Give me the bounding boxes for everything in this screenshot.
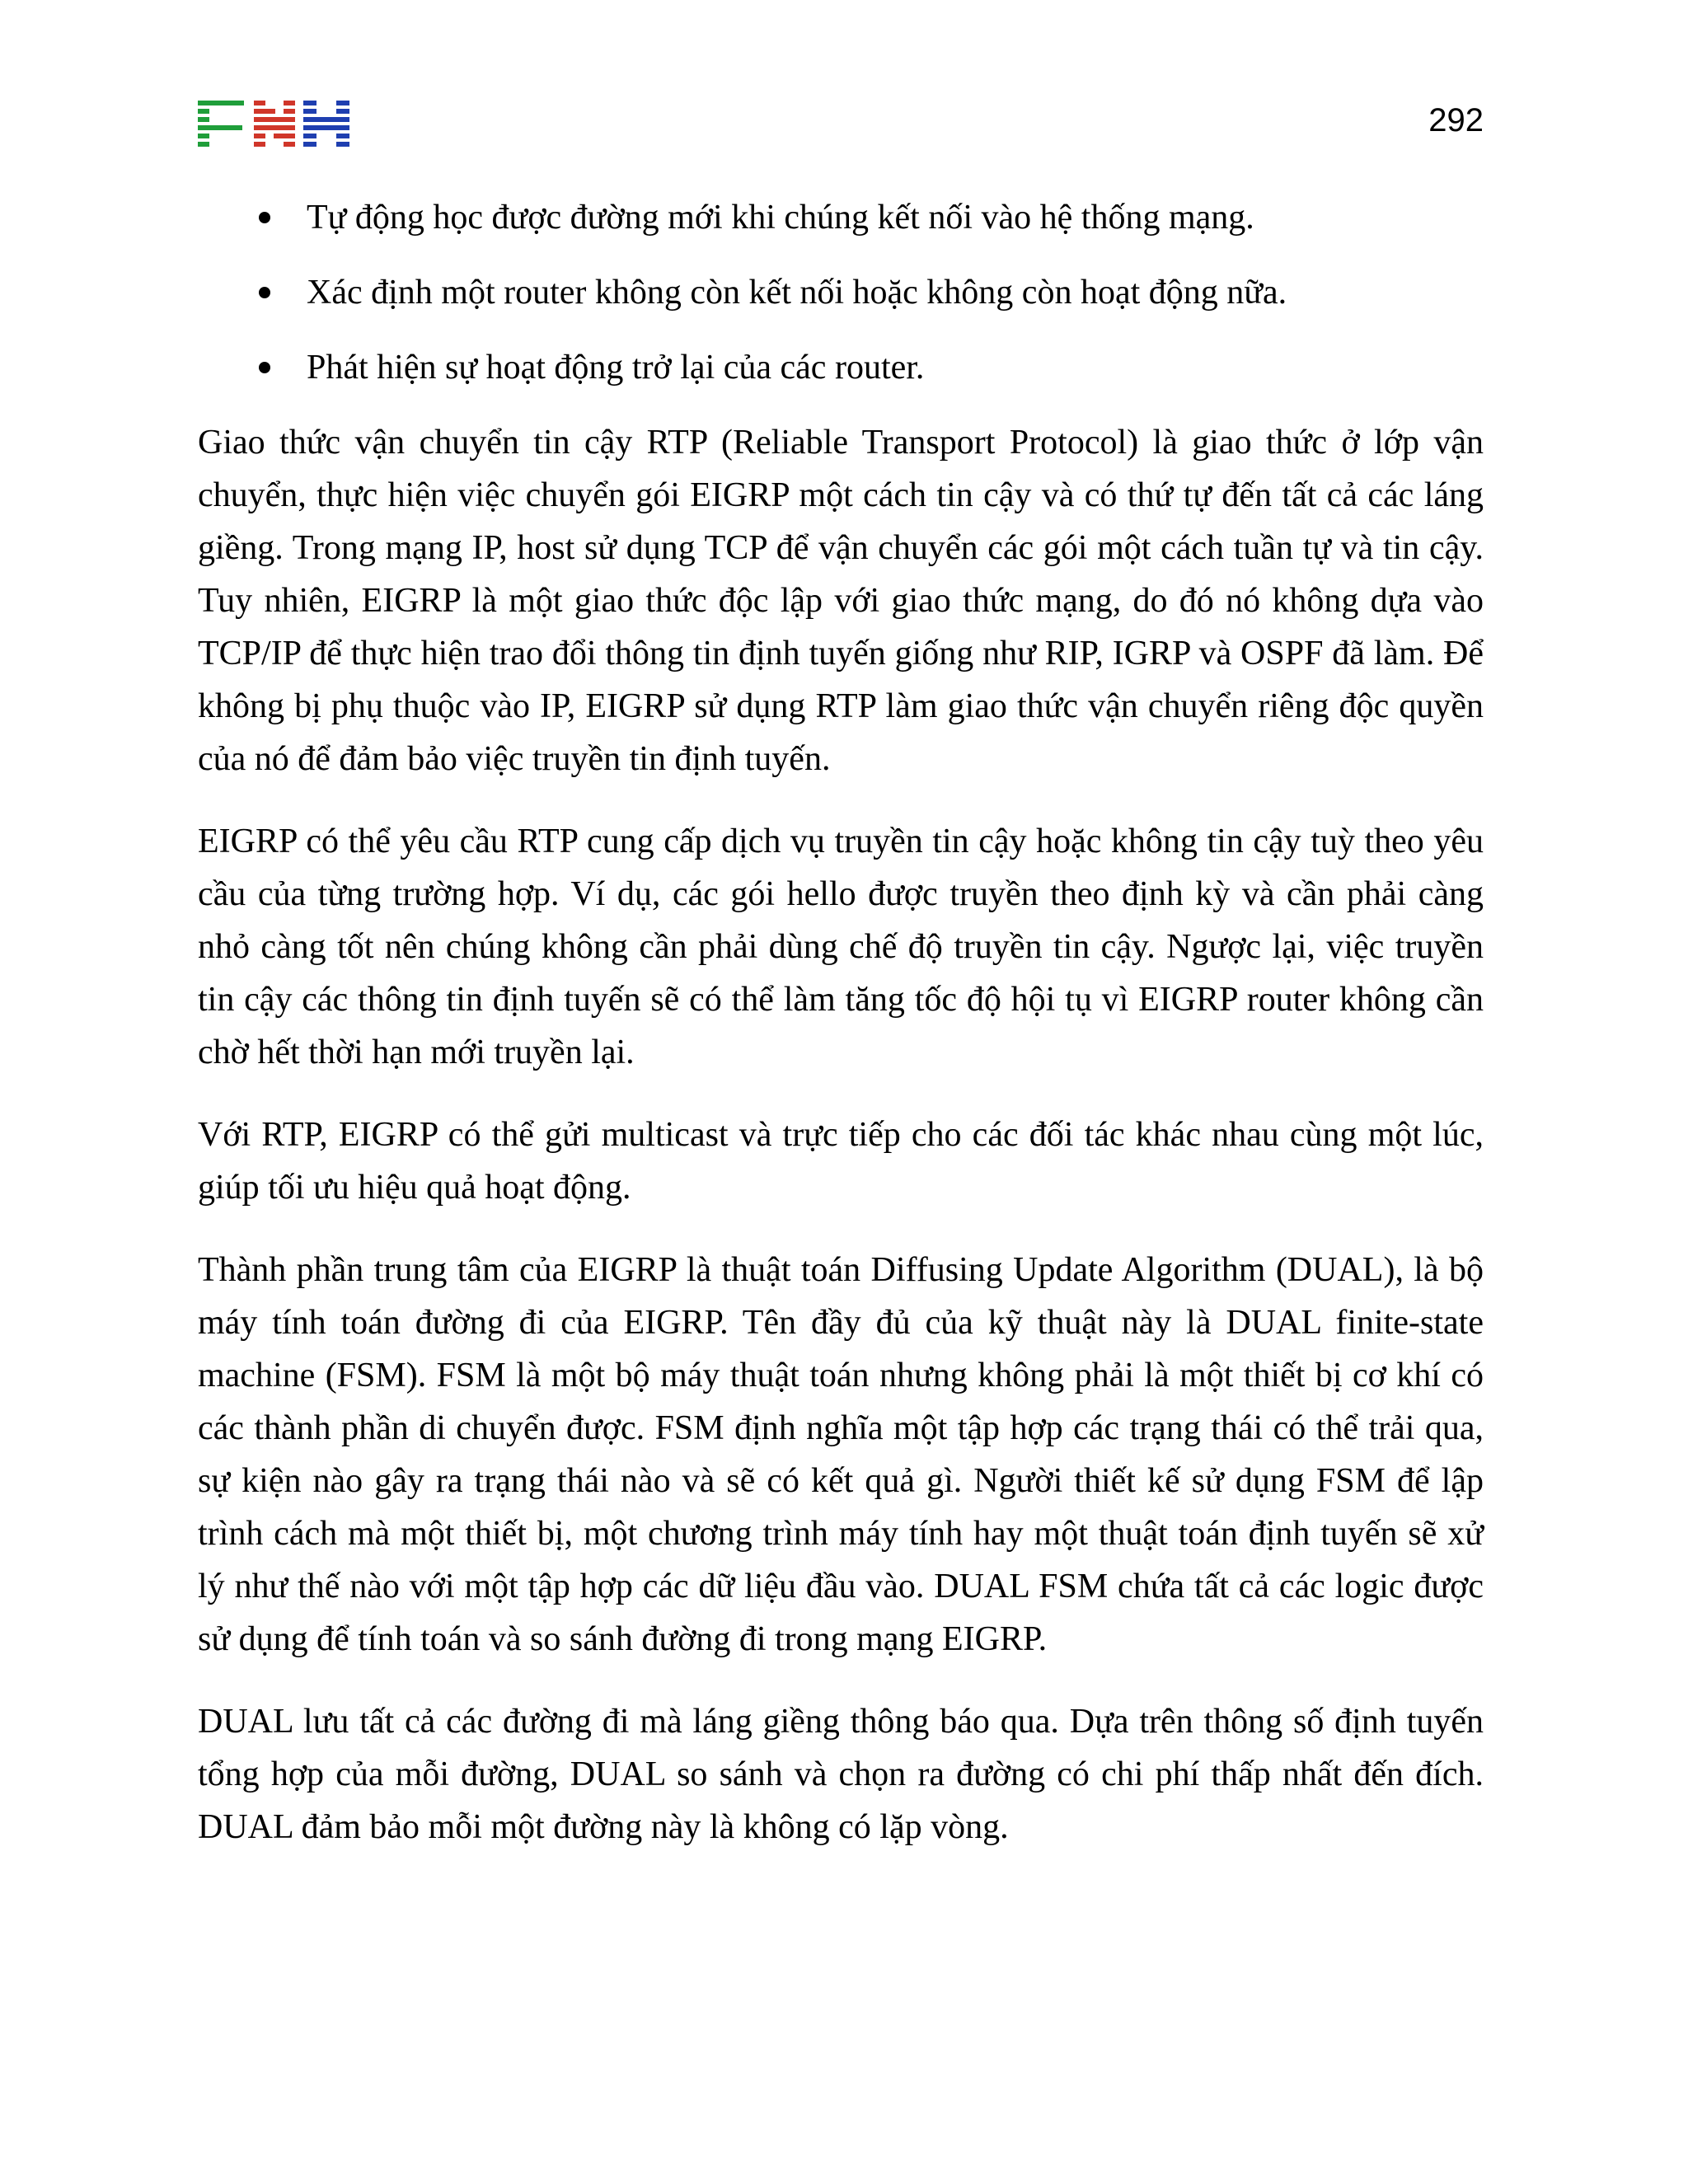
bullet-item — [198, 191, 1484, 244]
bullet-text: Phát hiện sự hoạt động trở lại của các router. — [307, 349, 925, 387]
paragraph-rtp-intro: Giao thức vận chuyển tin cậy RTP (Reliable Transport Protocol) là giao thức ở lớp vận chuyển, thực hiện việc chuyển gói EIGRP một cách tin cậy và có thứ tự đến tất cả các láng giềng. Trong mạng IP, host sử dụng TCP để vận chuyển các gói một cách tuần tự và tin cậy. Tuy nhiên, EIGRP là một giao thức độc lập với giao thức mạng, do đó nó không dựa vào TCP/IP để thực hiện trao đổi thông tin định tuyến giống như RIP, IGRP và OSPF đã làm. Để không bị phụ thuộc vào IP, EIGRP sử dụng RTP làm giao thức vận chuyển riêng độc quyền của nó để đảm bảo việc truyền tin định tuyến. — [198, 424, 1484, 778]
paragraph-rtp-multicast: Với RTP, EIGRP có thể gửi multicast và trực tiếp cho các đối tác khác nhau cùng một lúc, giúp tối ưu hiệu quả hoạt động. — [198, 1116, 1484, 1207]
paragraph-rtp-reliability: EIGRP có thể yêu cầu RTP cung cấp dịch vụ truyền tin cậy hoặc không tin cậy tuỳ theo yêu cầu của từng trường hợp. Ví dụ, các gói hello được truyền theo định kỳ và cần phải càng nhỏ càng tốt nên chúng không cần phải dùng chế độ truyền tin cậy. Ngược lại, việc truyền tin cậy các thông tin định tuyến sẽ có thể làm tăng tốc độ hội tụ vì EIGRP router không cần chờ hết thời hạn mới truyền lại. — [198, 823, 1484, 1071]
pnh-logo — [198, 101, 363, 147]
logo-letter-p — [198, 101, 246, 147]
page-number: 292 — [1428, 102, 1484, 138]
bullet-text: Xác định một router không còn kết nối hoặc không còn hoạt động nữa. — [307, 274, 1287, 312]
bullet-text: Tự động học được đường mới khi chúng kết nối vào hệ thống mạng. — [307, 199, 1254, 237]
bullet-icon — [259, 212, 270, 223]
bullet-list — [198, 191, 1484, 394]
paragraph-dual-fsm: Thành phần trung tâm của EIGRP là thuật toán Diffusing Update Algorithm (DUAL), là bộ máy tính toán đường đi của EIGRP. Tên đầy đủ của kỹ thuật này là DUAL finite-state machine (FSM). FSM là một bộ máy thuật toán nhưng không phải là một thiết bị cơ khí có các thành phần di chuyển được. FSM định nghĩa một tập hợp các trạng thái có thể trải qua, sự kiện nào gây ra trạng thái nào và sẽ có kết quả gì. Người thiết kế sử dụng FSM để lập trình cách mà một thiết bị, một chương trình máy tính hay một thuật toán định tuyến sẽ xử lý như thế nào với một tập hợp các dữ liệu đầu vào. DUAL FSM chứa tất cả các logic được sử dụng để tính toán và so sánh đường đi trong mạng EIGRP. — [198, 1251, 1484, 1658]
paragraph-dual-routes: DUAL lưu tất cả các đường đi mà láng giềng thông báo qua. Dựa trên thông số định tuyến tổng hợp của mỗi đường, DUAL so sánh và chọn ra đường có chi phí thấp nhất đến đích. DUAL đảm bảo mỗi một đường này là không có lặp vòng. — [198, 1703, 1484, 1846]
page-header — [198, 97, 1484, 155]
bullet-item — [198, 266, 1484, 319]
bullet-icon — [259, 287, 270, 298]
logo-letter-h — [303, 101, 349, 147]
logo-letter-n — [254, 101, 295, 147]
bullet-item — [198, 341, 1484, 394]
page-body — [198, 191, 1484, 1883]
bullet-icon — [259, 362, 270, 373]
